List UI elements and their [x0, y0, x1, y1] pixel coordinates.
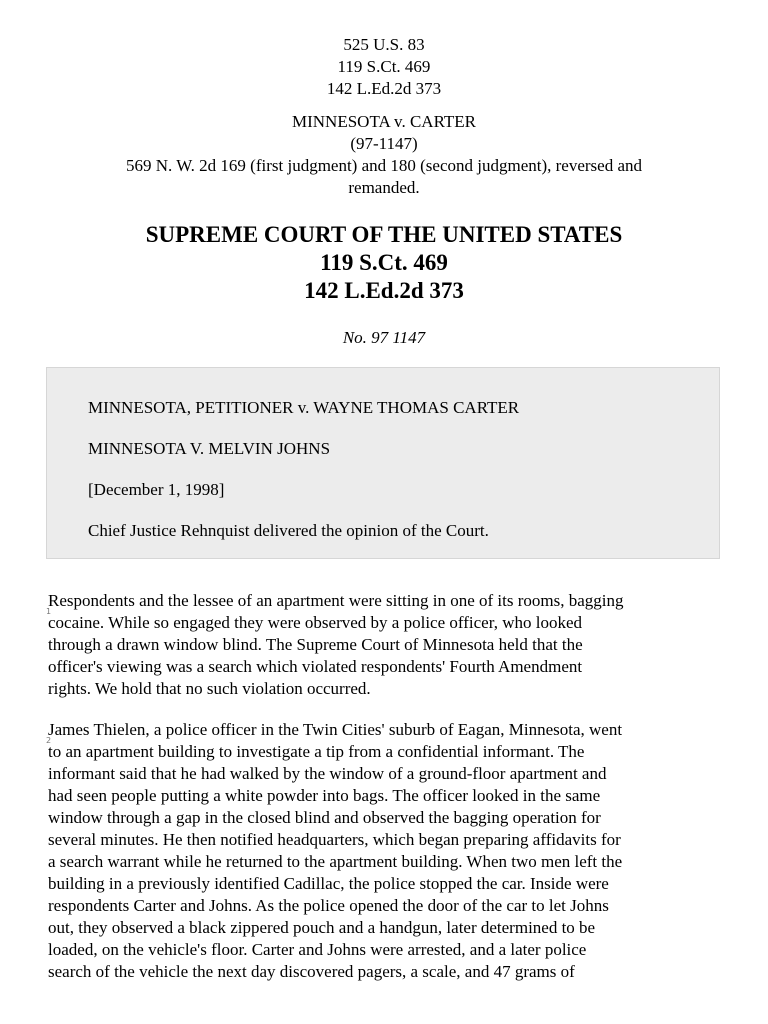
paragraph-line: out, they observed a black zippered pouch and a handgun, later determined to be — [48, 918, 596, 937]
citation-sct: 119 S.Ct. 469 — [337, 57, 431, 76]
case-info — [70, 111, 698, 199]
caption-box — [46, 367, 720, 559]
paragraph-line: rights. We hold that no such violation occurred. — [48, 679, 371, 698]
paragraph-line: through a drawn window blind. The Supreme Court of Minnesota held that the — [48, 635, 583, 654]
heading-cite-sct: 119 S.Ct. 469 — [320, 250, 448, 275]
paragraph-line: Respondents and the lessee of an apartment were sitting in one of its rooms, bagging — [48, 591, 624, 610]
paragraph-line: window through a gap in the closed blind and observed the bagging operation for — [48, 808, 601, 827]
disposition: remanded. — [348, 178, 420, 197]
opinion-author: Chief Justice Rehnquist delivered the opinion of the Court. — [88, 521, 489, 540]
docket-number: No. 97 1147 — [342, 328, 426, 347]
parties-carter: MINNESOTA, PETITIONER v. WAYNE THOMAS CARTER — [88, 398, 520, 417]
lower-court-citation: 569 N. W. 2d 169 (first judgment) and 180 (second judgment), reversed and — [125, 156, 643, 175]
heading-cite-led: 142 L.Ed.2d 373 — [304, 278, 464, 303]
parties-johns: MINNESOTA V. MELVIN JOHNS — [88, 439, 331, 458]
paragraph-line: several minutes. He then notified headquarters, which began preparing affidavits for — [48, 830, 621, 849]
paragraph-line: cocaine. While so engaged they were observed by a police officer, who looked — [48, 613, 582, 632]
paragraph-line: search of the vehicle the next day discovered pagers, a scale, and 47 grams of — [48, 962, 575, 981]
paragraph-line: had seen people putting a white powder into bags. The officer looked in the same — [48, 786, 601, 805]
case-name: MINNESOTA v. CARTER — [292, 112, 476, 131]
paragraph-line: a search warrant while he returned to the apartment building. When two men left the — [48, 852, 623, 871]
citation-us: 525 U.S. 83 — [343, 35, 425, 54]
opinion-paragraph-1: 1 Respondents and the lessee of an apartment were sitting in one of its rooms, bagging cocaine. While so engaged they were observed by a police officer, who looked through a drawn window blind. The Supreme Court of Minnesota held that the officer's viewing was a search which violated respondents' Fourth Amendment rights. We hold that no such violation occurred. — [48, 590, 728, 700]
citation-led: 142 L.Ed.2d 373 — [326, 79, 442, 98]
case-number: (97-1147) — [350, 134, 418, 153]
paragraph-line: respondents Carter and Johns. As the police opened the door of the car to let Johns — [48, 896, 609, 915]
reporter-citations — [0, 34, 768, 100]
paragraph-line: informant said that he had walked by the window of a ground-floor apartment and — [48, 764, 607, 783]
paragraph-line: officer's viewing was a search which violated respondents' Fourth Amendment — [48, 657, 583, 676]
paragraph-line: to an apartment building to investigate a tip from a confidential informant. The — [48, 742, 585, 761]
paragraph-line: loaded, on the vehicle's floor. Carter and Johns were arrested, and a later police — [48, 940, 587, 959]
opinion-paragraph-2: 2 James Thielen, a police officer in the Twin Cities' suburb of Eagan, Minnesota, went to an apartment building to investigate a tip from a confidential informant. The informant said that he had walked by the window of a ground-floor apartment and had seen people putting a white powder into bags. The officer looked in the same window through a gap in the closed blind and observed the bagging operation for several minutes. He then notified headquarters, which began preparing affidavits for a search warrant while he returned to the apartment building. When two men left the building in a previously identified Cadillac, the police stopped the car. Inside were respondents Carter and Johns. As the police opened the door of the car to let Johns out, they observed a black zippered pouch and a handgun, later determined to be loaded, on the vehicle's floor. Carter and Johns were arrested, and a later police search of the vehicle the next day discovered pagers, a scale, and 47 grams of — [48, 719, 728, 983]
decision-date: [December 1, 1998] — [88, 480, 225, 499]
paragraph-line: James Thielen, a police officer in the Twin Cities' suburb of Eagan, Minnesota, went — [48, 720, 623, 739]
court-heading — [0, 221, 768, 305]
paragraph-line: building in a previously identified Cadillac, the police stopped the car. Inside were — [48, 874, 609, 893]
court-name: SUPREME COURT OF THE UNITED STATES — [145, 222, 623, 247]
